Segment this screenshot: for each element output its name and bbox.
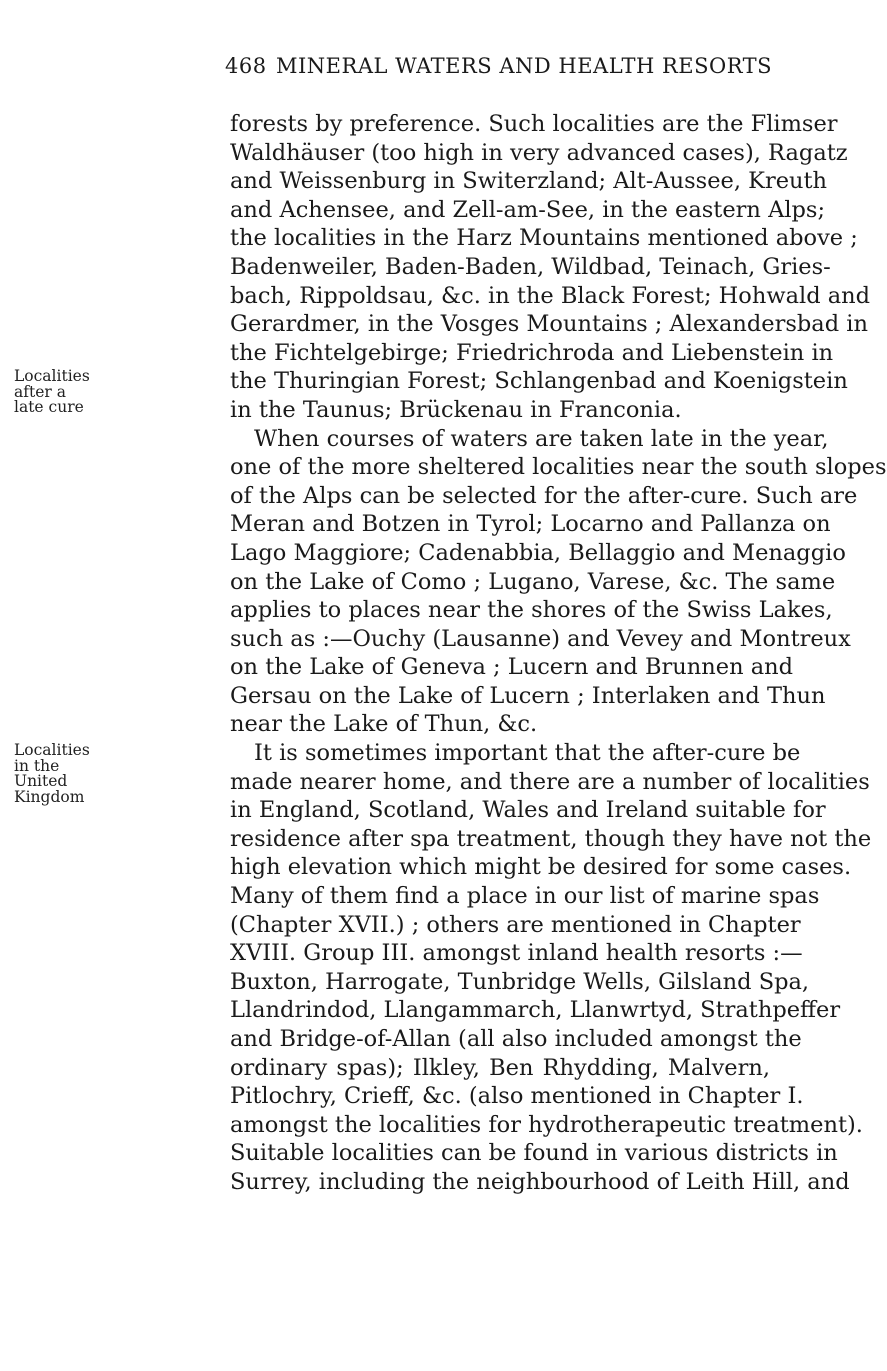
text-line: the localities in the Harz Mountains mentioned above ;	[230, 225, 858, 252]
marginal-note-line: Localities	[14, 367, 90, 385]
marginal-note-united-kingdom	[14, 743, 174, 805]
text-line: Gersau on the Lake of Lucern ; Interlaken and Thun	[230, 682, 826, 709]
text-line: XVIII. Group III. amongst inland health resorts :—	[230, 940, 803, 967]
text-line: such as :—Ouchy (Lausanne) and Vevey and Montreux	[230, 625, 851, 652]
text-line: and Achensee, and Zell-am-See, in the eastern Alps;	[230, 196, 826, 223]
text-line: amongst the localities for hydrotherapeutic treatment).	[230, 1111, 863, 1138]
text-line: Badenweiler, Baden-Baden, Wildbad, Teinach, Gries-	[230, 253, 831, 280]
text-line: of the Alps can be selected for the after-cure. Such are	[230, 482, 858, 509]
marginal-note-line: in the	[14, 756, 60, 775]
text-line: high elevation which might be desired for some cases.	[230, 854, 852, 881]
text-line: and Weissenburg in Switerzland; Alt-Aussee, Kreuth	[230, 168, 828, 195]
marginal-note-line: late cure	[14, 398, 84, 416]
text-line: residence after spa treatment, though they have not the	[230, 825, 872, 852]
text-line: in the Taunus; Brückenau in Franconia.	[230, 396, 682, 423]
text-line: made nearer home, and there are a number of localities	[230, 768, 870, 795]
text-line: Surrey, including the neighbourhood of Leith Hill, and	[230, 1168, 850, 1195]
text-line: on the Lake of Geneva ; Lucern and Brunnen and	[230, 654, 794, 681]
marginal-note-line: Localities	[14, 741, 90, 759]
marginal-note-line: United	[14, 772, 68, 790]
text-line: (Chapter XVII.) ; others are mentioned in Chapter	[230, 911, 801, 938]
text-line: Meran and Botzen in Tyrol; Locarno and Pallanza on	[230, 511, 831, 538]
page-header	[0, 54, 801, 94]
text-line: in England, Scotland, Wales and Ireland suitable for	[230, 797, 826, 824]
text-line: Many of them find a place in our list of marine spas	[230, 883, 820, 910]
text-line: bach, Rippoldsau, &c. in the Black Forest; Hohwald and	[230, 282, 871, 309]
text-line: the Thuringian Forest; Schlangenbad and Koenigstein	[230, 368, 848, 395]
text-line: Gerardmer, in the Vosges Mountains ; Alexandersbad in	[230, 311, 868, 338]
text-line: Waldhäuser (too high in very advanced cases), Ragatz	[230, 139, 848, 166]
marginal-note-line: after a	[14, 382, 66, 401]
text-line: Suitable localities can be found in various districts in	[230, 1140, 838, 1167]
text-line: applies to places near the shores of the Swiss Lakes,	[230, 597, 833, 624]
text-line: near the Lake of Thun, &c.	[230, 711, 538, 738]
text-line: Llandrindod, Llangammarch, Llanwrtyd, Strathpeffer	[230, 997, 841, 1024]
text-line: forests by preference. Such localities are the Flimser	[230, 111, 838, 137]
text-line: the Fichtelgebirge; Friedrichroda and Liebenstein in	[230, 339, 834, 366]
running-head: MINERAL WATERS AND HEALTH RESORTS	[276, 54, 773, 78]
marginal-note-line: Kingdom	[14, 787, 85, 806]
body-text	[230, 110, 887, 1197]
text-line: ordinary spas); Ilkley, Ben Rhydding, Malvern,	[230, 1054, 770, 1081]
marginal-note-late-cure	[14, 369, 174, 416]
text-line: It is sometimes important that the after-cure be	[254, 740, 801, 767]
text-line: Lago Maggiore; Cadenabbia, Bellaggio and Menaggio	[230, 539, 846, 566]
text-line: on the Lake of Como ; Lugano, Varese, &c. The same	[230, 568, 836, 595]
text-line: Buxton, Harrogate, Tunbridge Wells, Gilsland Spa,	[230, 968, 810, 995]
text-line: When courses of waters are taken late in the year,	[254, 425, 829, 452]
page-number: 468	[225, 54, 267, 78]
text-line: Pitlochry, Crieff, &c. (also mentioned in Chapter I.	[230, 1083, 804, 1110]
text-line: and Bridge-of-Allan (all also included amongst the	[230, 1026, 802, 1052]
text-line: one of the more sheltered localities near the south slopes	[230, 454, 887, 481]
